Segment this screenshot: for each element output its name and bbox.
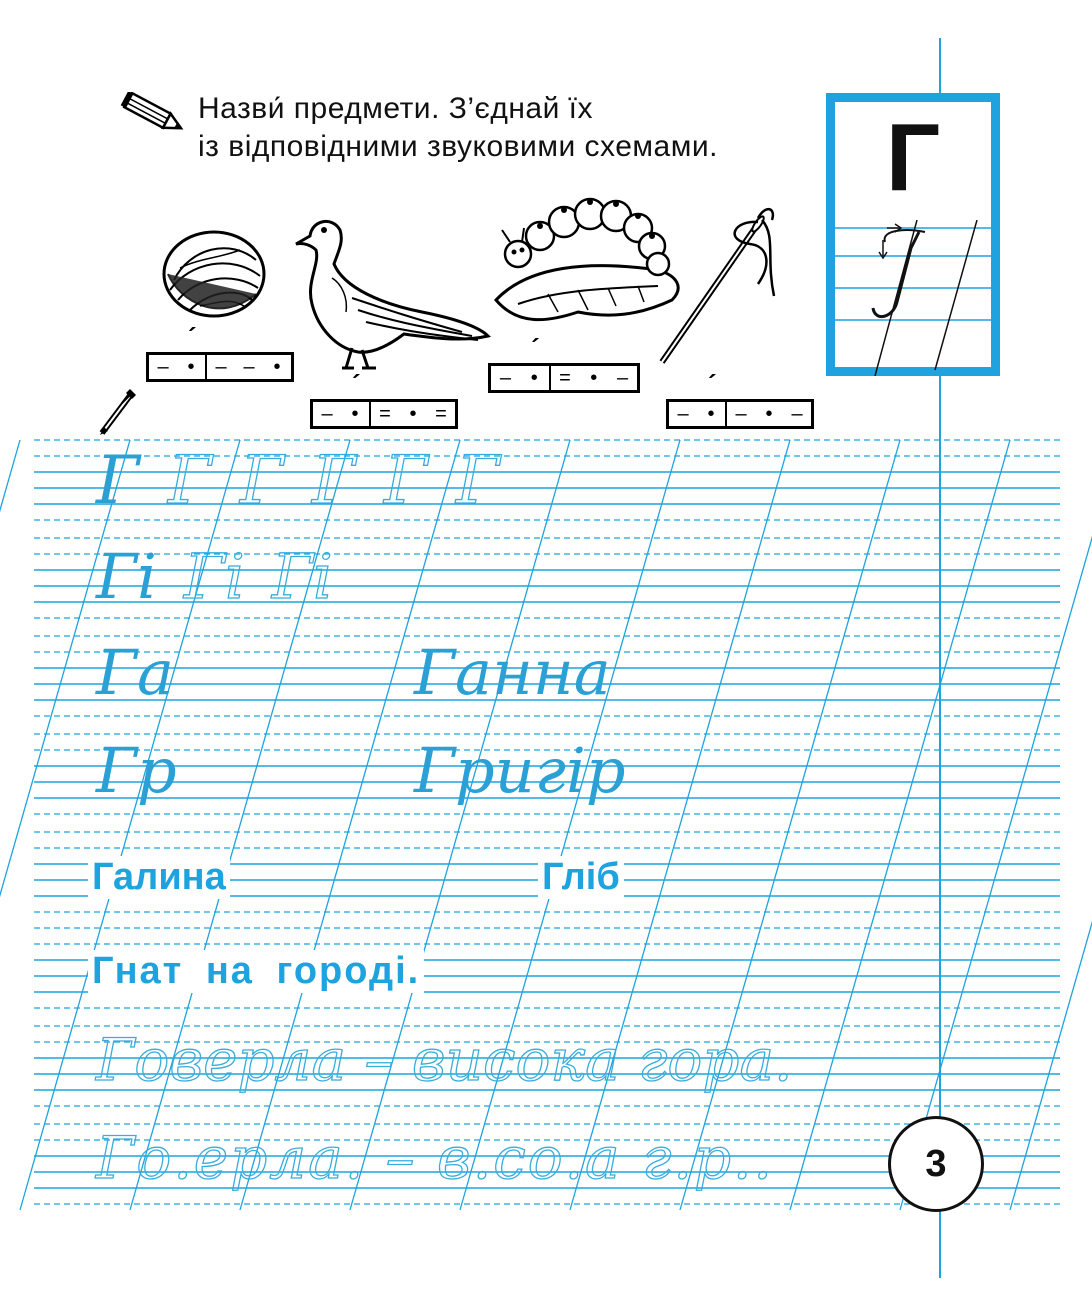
scheme-cell: • — [590, 367, 598, 389]
sound-scheme-3[interactable] — [488, 363, 640, 393]
scheme-cell: • — [273, 356, 281, 378]
instruction-line-2: із відповідними звуковими схемами. — [198, 130, 718, 163]
sample-hr: Гр — [96, 734, 177, 807]
row1-letter: Г — [168, 442, 212, 519]
sound-scheme-1[interactable] — [146, 352, 294, 382]
scheme-cell: = — [435, 403, 447, 425]
scheme-cell: ´ • — [697, 402, 725, 426]
letter-box — [826, 93, 1000, 376]
sample-hanna: Ганна — [414, 636, 611, 709]
page-number: 3 — [888, 1116, 984, 1212]
printed-letter: Г — [885, 104, 941, 211]
sample-hryhir: Григір — [414, 734, 626, 807]
sound-scheme-2[interactable] — [310, 399, 458, 429]
row1-letter: Г — [456, 442, 500, 519]
sentence-hnat: Гнат на городі. — [88, 950, 424, 993]
row1-letter: Г — [384, 442, 428, 519]
instruction-line-1: Назви́ предмети. З’єднай їх — [198, 92, 594, 125]
row1-letter: Г — [96, 442, 140, 519]
trace-sentence-1[interactable]: Говерла – висока гора. — [96, 1026, 793, 1094]
scheme-cell: – — [677, 403, 689, 425]
pencil-icon — [120, 92, 188, 143]
scheme-cell: – — [243, 356, 255, 378]
word-hlib: Гліб — [538, 856, 624, 899]
scheme-cell: – — [205, 355, 235, 379]
pigeon-picture[interactable] — [292, 208, 492, 383]
needle-picture[interactable] — [654, 200, 784, 375]
scheme-cell: – — [499, 367, 511, 389]
scheme-cell: – — [791, 403, 803, 425]
scheme-cell: ´ • — [177, 355, 205, 379]
instruction-text — [198, 90, 718, 166]
trace-sentence-2[interactable]: Го.ерла. – в.со.а г.р.. — [96, 1124, 774, 1192]
scheme-cell: – — [157, 356, 169, 378]
scheme-cell: • — [409, 403, 417, 425]
scheme-cell: ´ • — [520, 366, 549, 390]
scheme-cell: ´ • — [341, 402, 369, 426]
sample-ga: Га — [96, 636, 175, 709]
scheme-cell: – — [725, 402, 755, 426]
word-halyna: Галина — [88, 856, 230, 899]
scheme-cell: = — [369, 402, 399, 426]
row1-letter: Г — [312, 442, 356, 519]
walnut-picture[interactable] — [160, 228, 268, 325]
pen-icon — [96, 385, 142, 442]
row2-letter: Гі — [184, 540, 245, 613]
scheme-cell: • — [765, 403, 773, 425]
scheme-cell: – — [321, 403, 333, 425]
sound-scheme-4[interactable] — [666, 399, 814, 429]
scheme-cell: – — [617, 367, 629, 389]
row2-letter: Гі — [272, 540, 333, 613]
scheme-cell: = — [549, 366, 580, 390]
row2-letter: Гі — [96, 540, 157, 613]
row1-letter: Г — [240, 442, 284, 519]
